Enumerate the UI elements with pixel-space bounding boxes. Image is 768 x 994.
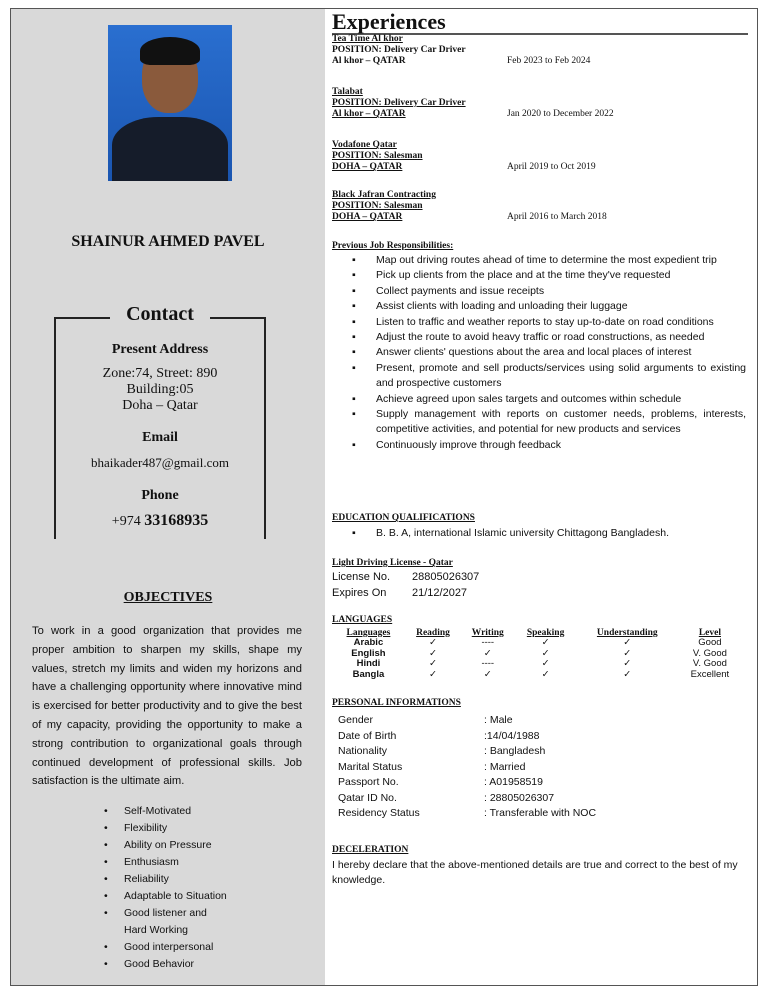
col-header: Speaking — [526, 628, 565, 638]
cell: ✓ — [623, 668, 632, 680]
email-label: Email — [142, 430, 178, 445]
job-location: Al khor – QATAR — [332, 56, 406, 66]
job-dates: April 2019 to Oct 2019 — [507, 162, 596, 172]
job-company: Tea Time Al khor — [332, 34, 403, 44]
phone-number: 33168935 — [144, 512, 209, 529]
cell: ✓ — [429, 637, 437, 648]
responsibility-item: ▪ Listen to traffic and weather reports to stay up-to-date on road conditions — [352, 315, 746, 330]
job-position: POSITION: Salesman — [332, 201, 423, 211]
info-row — [338, 806, 596, 822]
responsibility-item: ▪ Collect payments and issue receipts — [352, 284, 746, 299]
info-row — [338, 775, 596, 791]
info-value: : Bangladesh — [484, 745, 546, 757]
phone[interactable] — [54, 512, 266, 530]
cell: ---- — [481, 658, 495, 669]
personal-info — [338, 713, 596, 822]
info-value: :14/04/1988 — [484, 729, 540, 742]
job-company: Vodafone Qatar — [332, 140, 397, 150]
cell: V. Good — [692, 647, 727, 659]
info-value: : Married — [484, 760, 526, 773]
license-exp: 21/12/2027 — [412, 587, 468, 599]
job-entry — [332, 190, 748, 223]
job-company: Talabat — [332, 87, 363, 97]
cell: ✓ — [623, 658, 632, 669]
skill-item: • Enthusiasm — [104, 854, 227, 871]
education-item: ▪ B. B. A, international Islamic university Chittagong Bangladesh. — [352, 526, 746, 541]
responsibilities-list — [352, 253, 746, 453]
education-title: EDUCATION QUALIFICATIONS — [332, 513, 475, 523]
cell: ✓ — [429, 658, 437, 669]
job-position: POSITION: Salesman — [332, 151, 423, 161]
responsibility-item: ▪ Map out driving routes ahead of time to determine the most expedient trip — [352, 253, 746, 268]
declaration-title: DECELERATION — [332, 845, 409, 855]
skill-item: • Good listener and Hard Working — [104, 905, 214, 939]
responsibility-item: ▪ Answer clients' questions about the area and local places of interest — [352, 345, 746, 360]
license-title: Light Driving License - Qatar — [332, 558, 453, 568]
job-location: Al khor – QATAR — [332, 109, 406, 119]
profile-photo — [108, 25, 232, 181]
info-label: Qatar ID No. — [338, 791, 397, 804]
cell: Excellent — [690, 668, 730, 680]
info-label: Nationality — [338, 745, 388, 757]
objectives-title: OBJECTIVES — [123, 590, 213, 605]
address-line: Doha – Qatar — [122, 398, 198, 413]
languages-table — [332, 628, 742, 680]
col-header: Reading — [416, 628, 450, 638]
col-header: Languages — [346, 628, 391, 638]
personal-title: PERSONAL INFORMATIONS — [332, 698, 461, 708]
col-header: Writing — [471, 628, 504, 638]
job-dates: April 2016 to March 2018 — [507, 212, 607, 222]
cell: ✓ — [541, 647, 550, 659]
cell: Hindi — [356, 658, 381, 669]
responsibility-item: ▪ Supply management with reports on customer needs, problems, interests, competitive activities, and potential for new products and services — [352, 407, 746, 438]
cell: Arabic — [353, 637, 384, 648]
info-row — [338, 760, 596, 776]
responsibility-item: ▪ Continuously improve through feedback — [352, 438, 746, 453]
languages-title: LANGUAGES — [332, 615, 393, 625]
phone-prefix: +974 — [111, 514, 141, 529]
phone-label: Phone — [141, 488, 179, 503]
info-value: : A01958519 — [484, 776, 543, 788]
col-header: Level — [698, 628, 721, 638]
cell: Bangla — [352, 668, 385, 680]
responsibility-item: ▪ Adjust the route to avoid heavy traffic or road constructions, as needed — [352, 330, 746, 345]
contact-title: Contact — [110, 303, 210, 326]
skill-item: • Flexibility — [104, 820, 227, 837]
cell: English — [351, 647, 386, 659]
job-company: Black Jafran Contracting — [332, 190, 436, 200]
responsibility-item: ▪ Achieve agreed upon sales targets and outcomes within schedule — [352, 392, 746, 407]
responsibilities-title: Previous Job Responsibilities: — [332, 241, 454, 251]
cell: ✓ — [541, 658, 550, 669]
col-header: Understanding — [596, 628, 658, 638]
cell: ✓ — [541, 637, 550, 648]
info-value: : Male — [484, 714, 513, 726]
license-details — [332, 569, 479, 601]
objectives-text: To work in a good organization that provides me proper ambition to sharpen my skills, shape my values, stretch my limits and widen my horizons and have a challenging opportunity where innovative mind is exercised for better productivity and to give the best of my capacity, providing the opportunity to make a strong contribution to organizational goals through continued development of professional skills. Job satisfaction is the ultimate aim. — [32, 625, 302, 788]
license-no-label: License No. — [332, 571, 391, 583]
info-label: Gender — [338, 714, 374, 726]
table-row — [332, 659, 742, 670]
address — [54, 366, 266, 414]
job-location: DOHA – QATAR — [332, 212, 403, 222]
job-dates: Feb 2023 to Feb 2024 — [507, 56, 591, 66]
experiences-title: Experiences — [332, 11, 748, 35]
job-entry — [332, 87, 748, 120]
license-no: 28805026307 — [412, 571, 480, 583]
skills-list — [104, 803, 227, 973]
cell: ✓ — [623, 637, 632, 648]
table-row — [332, 670, 742, 681]
info-value: : Transferable with NOC — [484, 807, 597, 819]
job-location: DOHA – QATAR — [332, 162, 403, 172]
info-label: Date of Birth — [338, 729, 397, 742]
job-entry — [332, 140, 748, 173]
info-label: Passport No. — [338, 776, 399, 788]
cell: ✓ — [429, 647, 437, 659]
info-row — [338, 713, 596, 729]
responsibility-item: ▪ Pick up clients from the place and at the time they've requested — [352, 268, 746, 283]
info-value: : 28805026307 — [484, 791, 555, 804]
cell: ✓ — [541, 668, 550, 680]
responsibility-item: ▪ Present, promote and sell products/services using solid arguments to existing and prospective customers — [352, 361, 746, 392]
table-row — [332, 638, 742, 649]
cell: ✓ — [429, 668, 437, 680]
cell: ---- — [481, 637, 495, 648]
address-line: Building:05 — [126, 382, 194, 397]
skill-item: • Reliability — [104, 871, 227, 888]
job-entry — [332, 34, 748, 67]
responsibility-item: ▪ Assist clients with loading and unloading their luggage — [352, 299, 746, 314]
skill-item: • Adaptable to Situation — [104, 888, 227, 905]
present-address-label: Present Address — [111, 342, 209, 357]
job-position: POSITION: Delivery Car Driver — [332, 98, 466, 108]
education-list — [352, 526, 746, 541]
info-row — [338, 744, 596, 760]
info-row — [338, 791, 596, 807]
info-label: Marital Status — [338, 760, 403, 773]
job-position: POSITION: Delivery Car Driver — [332, 45, 466, 55]
cell: Good — [698, 637, 722, 648]
cell: ✓ — [623, 647, 632, 659]
info-row — [338, 729, 596, 745]
skill-item: • Self-Motivated — [104, 803, 227, 820]
job-dates: Jan 2020 to December 2022 — [507, 109, 614, 119]
cell: ✓ — [483, 647, 492, 659]
skill-item: • Good Behavior — [104, 956, 227, 973]
skill-item: • Ability on Pressure — [104, 837, 227, 854]
info-label: Residency Status — [338, 807, 420, 819]
email[interactable]: bhaikader487@gmail.com — [91, 455, 229, 470]
candidate-name: SHAINUR AHMED PAVEL — [71, 233, 265, 250]
cell: ✓ — [483, 668, 492, 680]
address-line: Zone:74, Street: 890 — [102, 366, 218, 381]
table-row — [332, 649, 742, 660]
skill-item: • Good interpersonal — [104, 939, 227, 956]
table-header-row — [332, 628, 742, 638]
license-exp-label: Expires On — [332, 587, 387, 599]
cell: V. Good — [692, 658, 727, 669]
declaration-text: I hereby declare that the above-mentioned details are true and correct to the best of my knowledge. — [332, 859, 738, 886]
